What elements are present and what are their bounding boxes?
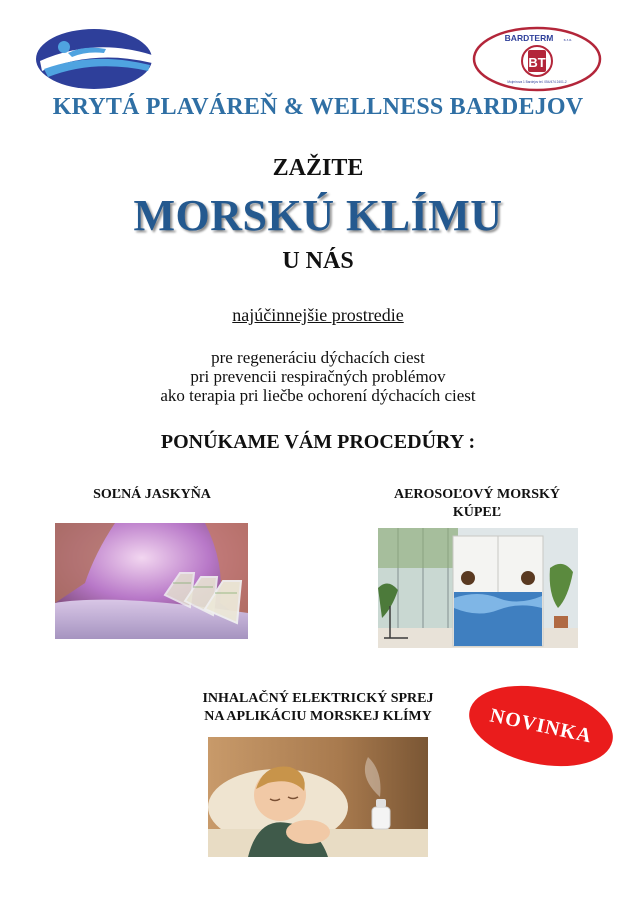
bardterm-logo (471, 25, 603, 93)
intro-line-1: ZAŽITE (272, 155, 364, 181)
tagline: najúčinnejšie prostredie (232, 305, 404, 325)
intro-line-3: U NÁS (282, 248, 354, 274)
benefit-item: ako terapia pri liečbe ochorení dýchacích ciest (160, 386, 476, 405)
offer-heading: PONÚKAME VÁM PROCEDÚRY : (160, 431, 476, 453)
procedure-title-aerosol-bath (372, 486, 582, 522)
procedure-title-line: AEROSOĽOVÝ MORSKÝ (393, 487, 561, 502)
benefit-item: pre regeneráciu dýchacích ciest (211, 348, 425, 367)
new-badge (462, 674, 621, 779)
procedure-title-line: SOĽNÁ JASKYŇA (93, 487, 211, 502)
bardterm-suffix: s.r.o. (563, 37, 573, 42)
bardterm-name: BARDTERM (504, 33, 554, 43)
salt-cave-photo (55, 523, 248, 639)
bardterm-monogram: BT (528, 55, 546, 70)
procedure-title-salt-cave (52, 486, 252, 504)
procedure-title-line: KÚPEĽ (452, 505, 502, 520)
benefits-list (0, 348, 636, 405)
new-badge-label: NOVINKA (488, 703, 595, 748)
benefit-item: pri prevencii respiračných problémov (190, 367, 446, 386)
sleeping-child-photo (208, 737, 428, 857)
intro-headline: MORSKÚ KLÍMU (133, 191, 503, 240)
swimmer-logo (34, 25, 154, 91)
venue-title: KRYTÁ PLAVÁREŇ & WELLNESS BARDEJOV (52, 94, 584, 120)
procedure-title-line: INHALAČNÝ ELEKTRICKÝ SPREJ (202, 691, 434, 706)
aerosol-booth-photo (378, 528, 578, 648)
procedure-title-line: NA APLIKÁCIU MORSKEJ KLÍMY (204, 709, 432, 724)
bardterm-address: Mojmirova 1 Bardejov tel. 054/474 2401-2 (507, 80, 567, 84)
procedure-title-inhaler-spray (168, 690, 468, 726)
